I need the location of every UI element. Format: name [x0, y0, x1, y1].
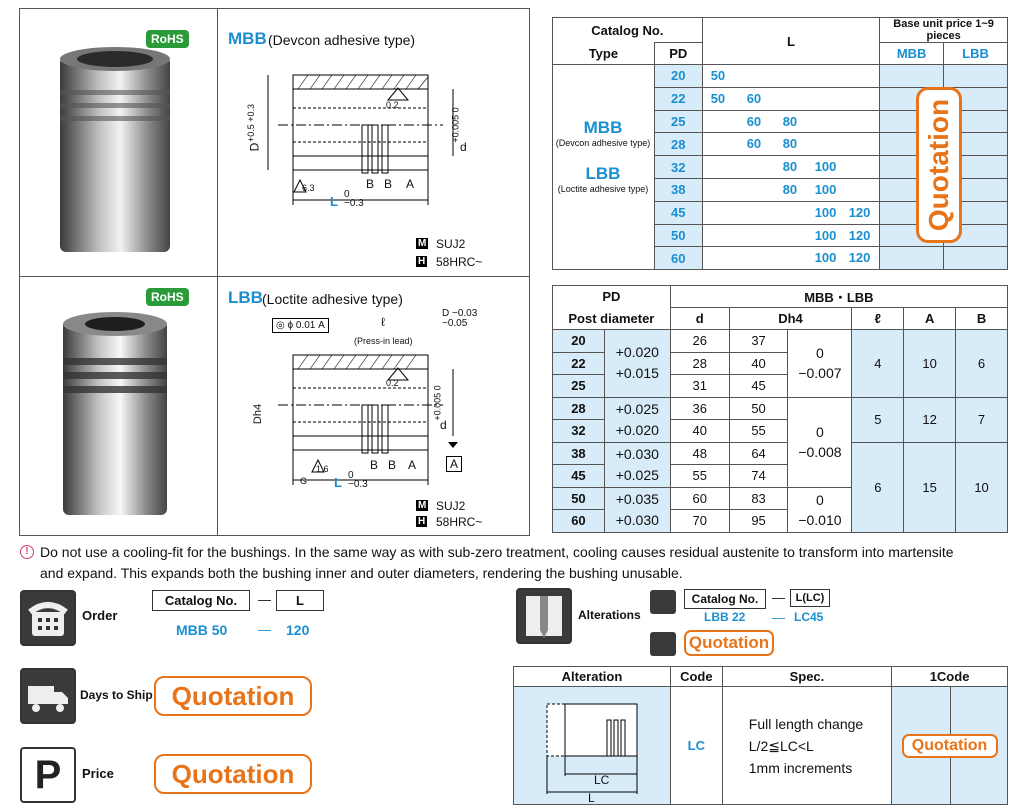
ell-cell: 6	[852, 442, 904, 532]
dimension-table	[552, 285, 1008, 533]
tol-d-value: +0.025	[615, 400, 659, 417]
dimension-row	[553, 442, 1008, 465]
alt-1code-cell	[892, 687, 1008, 805]
l-value: 80	[782, 159, 798, 175]
lbb-mat-M-icon: M	[418, 500, 427, 511]
pd-cell: 25	[553, 375, 605, 398]
mbb-mat-H-icon: H	[418, 256, 426, 267]
l-value: 120	[848, 204, 871, 220]
pd-cell: 25	[654, 110, 702, 133]
price-quotation: Quotation	[154, 754, 312, 794]
days-label: Days to Ship	[80, 688, 153, 702]
l-cell	[702, 65, 880, 88]
Dh4-cell: 37	[729, 330, 788, 353]
mbb-mat-H: 58HRC~	[436, 255, 483, 269]
lbb-desc: (Loctite adhesive type)	[262, 291, 403, 307]
lbb-mat-H: 58HRC~	[436, 515, 483, 529]
lbb-rough-02: 0.2	[386, 378, 399, 388]
d-cell: 40	[670, 420, 729, 443]
alt-lc-label: L(LC)	[790, 589, 830, 607]
th2-d: d	[670, 308, 729, 330]
A-cell: 15	[904, 442, 956, 532]
tol-Dh4-value: −0.007	[798, 365, 842, 382]
alterations-label: Alterations	[578, 608, 641, 622]
pd-cell: 60	[553, 510, 605, 533]
pd-cell: 22	[654, 87, 702, 110]
tol-Dh4-cell	[788, 487, 852, 532]
l-cell	[702, 87, 880, 110]
lbb-mat-M: SUJ2	[436, 499, 466, 513]
alt-ex-lc: LC45	[794, 610, 824, 624]
alt-row-quotation: Quotation	[902, 734, 998, 758]
order-L-label: L	[276, 590, 324, 611]
lbb-dim-d-tol: +0.005 0	[432, 385, 443, 421]
tol-Dh4-value: 0	[816, 424, 824, 440]
order-ex-L: 120	[286, 622, 310, 638]
Dh4-cell: 64	[729, 442, 788, 465]
lbb-dim-Dh4: Dh4	[252, 403, 265, 425]
type-lbb-desc: (Loctite adhesive type)	[557, 184, 649, 194]
th-type: Type	[553, 43, 655, 65]
tol-d-cell	[604, 397, 670, 442]
lbb-dim-L: L	[334, 475, 342, 490]
tol-d-value: +0.030	[615, 445, 659, 462]
d-cell: 28	[670, 352, 729, 375]
A-cell: 10	[904, 330, 956, 398]
th2-pd: PD	[553, 286, 671, 308]
alteration-table	[513, 666, 1008, 805]
l-cell	[702, 178, 880, 201]
pd-cell: 32	[553, 420, 605, 443]
l-value: 100	[814, 227, 837, 243]
panel-divider-h	[19, 276, 530, 277]
lbb-press-in: (Press-in lead)	[354, 336, 413, 346]
tol-Dh4-cell	[788, 397, 852, 487]
Dh4-cell: 95	[729, 510, 788, 533]
l-value: 100	[814, 181, 837, 197]
lbb-G: G	[300, 476, 308, 486]
mbb-bushing-image	[55, 45, 175, 260]
l-cell	[702, 110, 880, 133]
d-cell: 48	[670, 442, 729, 465]
days-quotation: Quotation	[154, 676, 312, 716]
catalog-quotation-badge: Quotation	[916, 87, 962, 243]
l-cell	[702, 133, 880, 156]
th-price: Base unit price 1~9 pieces	[880, 18, 1008, 43]
d-cell: 31	[670, 375, 729, 398]
lbb-dim-A: A	[408, 458, 417, 472]
mbb-dim-D-tol: +0.5 +0.3	[246, 103, 257, 143]
mbb-rohs-badge: RoHS	[146, 30, 189, 48]
tol-d-cell	[604, 442, 670, 487]
note-line-1: Do not use a cooling-fit for the bushings. In the same way as with sub-zero treatment, cooling causes residual austenite to transform into martensite	[40, 544, 954, 560]
th-catalog: Catalog No.	[553, 18, 703, 43]
alt-dim-LC: LC	[594, 773, 610, 787]
B-cell: 6	[956, 330, 1008, 398]
d-cell: 60	[670, 487, 729, 510]
lbb-ell: ℓ	[381, 315, 385, 329]
note-text	[40, 542, 1010, 584]
panel-divider-v	[217, 8, 218, 536]
tol-d-cell	[604, 487, 670, 532]
pd-cell: 45	[553, 465, 605, 488]
l-value: 120	[848, 227, 871, 243]
th2-ell: ℓ	[852, 308, 904, 330]
lbb-code: LBB	[228, 288, 263, 307]
order-label: Order	[82, 608, 118, 623]
pd-cell: 22	[553, 352, 605, 375]
th-L: L	[702, 18, 880, 65]
type-mbb-desc: (Devcon adhesive type)	[555, 138, 651, 148]
lbb-rohs-badge: RoHS	[146, 288, 189, 306]
pd-cell: 38	[553, 442, 605, 465]
drill-icon	[516, 588, 572, 644]
lbb-dim-L-tol: 0 −0.3	[348, 470, 368, 490]
Dh4-cell: 55	[729, 420, 788, 443]
mbb-rough-02: 0.2	[386, 100, 399, 110]
phone-icon	[20, 590, 76, 646]
d-cell: 70	[670, 510, 729, 533]
type-mbb: MBB	[583, 118, 623, 137]
alt-spec-1: Full length change	[748, 715, 864, 732]
price-lbb-cell	[944, 65, 1008, 88]
catalog-row	[553, 65, 1008, 88]
th-lbb: LBB	[944, 43, 1008, 65]
d-cell: 55	[670, 465, 729, 488]
alt-drawing-cell	[514, 687, 671, 805]
tol-d-value: +0.025	[615, 466, 659, 483]
tol-Dh4-cell	[788, 330, 852, 398]
alt-phone-icon	[650, 590, 676, 614]
alt-catalog-label: Catalog No.	[684, 589, 766, 609]
Dh4-cell: 45	[729, 375, 788, 398]
pd-cell: 38	[654, 178, 702, 201]
alt-truck-icon	[650, 632, 676, 656]
Dh4-cell: 83	[729, 487, 788, 510]
tol-Dh4-value: 0	[816, 491, 824, 508]
dimension-row	[553, 330, 1008, 353]
l-value: 120	[848, 250, 871, 266]
pd-cell: 20	[553, 330, 605, 353]
mbb-dim-A: A	[406, 177, 415, 191]
A-cell: 12	[904, 397, 956, 442]
th-mbb: MBB	[880, 43, 944, 65]
th-alteration: Alteration	[514, 667, 671, 687]
l-value: 100	[814, 159, 837, 175]
pd-cell: 60	[654, 247, 702, 270]
alt-drawing	[517, 690, 667, 802]
mbb-dim-L-tol: 0 −0.3	[344, 189, 364, 209]
lbb-datum-A: A	[446, 456, 462, 472]
tol-Dh4-value: −0.010	[798, 511, 842, 528]
pd-cell: 50	[553, 487, 605, 510]
tol-d-cell	[604, 330, 670, 398]
lbb-dim-B2: B	[388, 458, 397, 472]
lbb-bushing-image	[55, 310, 175, 525]
price-mbb-cell	[880, 65, 944, 88]
th2-Dh4: Dh4	[729, 308, 852, 330]
mbb-dim-B2: B	[384, 177, 393, 191]
l-value: 100	[814, 250, 837, 266]
mbb-code: MBB	[228, 29, 267, 48]
mbb-dim-B1: B	[366, 177, 375, 191]
l-value: 60	[746, 90, 762, 106]
l-value: 100	[814, 204, 837, 220]
tol-Dh4-value: 0	[816, 345, 824, 362]
l-value: 50	[710, 90, 726, 106]
tol-d-value: +0.015	[615, 365, 659, 382]
tol-d-value: +0.020	[615, 421, 659, 438]
lbb-mat-H-icon: H	[418, 516, 426, 527]
l-cell	[702, 201, 880, 224]
Dh4-cell: 74	[729, 465, 788, 488]
pd-cell: 28	[553, 397, 605, 420]
mbb-rough-63: 6.3	[302, 183, 315, 193]
bulb-icon: !	[20, 545, 34, 559]
pd-cell: 50	[654, 224, 702, 247]
l-cell	[702, 224, 880, 247]
d-cell: 26	[670, 330, 729, 353]
truck-icon	[20, 668, 76, 724]
alt-ex-catalog: LBB 22	[704, 610, 746, 624]
mbb-mat-M-icon: M	[418, 238, 427, 249]
Dh4-cell: 40	[729, 352, 788, 375]
alt-code: LC	[670, 687, 722, 805]
price-lbb-cell	[944, 247, 1008, 270]
B-cell: 7	[956, 397, 1008, 442]
Dh4-cell: 50	[729, 397, 788, 420]
type-lbb: LBB	[585, 164, 621, 183]
th2-group: MBB・LBB	[670, 286, 1007, 308]
alt-spec-2: L/2≦LC<L	[748, 737, 814, 754]
l-value: 80	[782, 113, 798, 129]
lbb-geo-tol: ◎ ϕ 0.01 A	[272, 318, 329, 333]
l-value: 80	[782, 136, 798, 152]
alt-spec-3: 1mm increments	[748, 759, 853, 776]
note-line-2: and expand. This expands both the bushing inner and outer diameters, rendering the bushing unusable.	[40, 565, 683, 581]
th-spec: Spec.	[722, 667, 891, 687]
mbb-dim-d: d	[460, 140, 467, 154]
l-value: 80	[782, 181, 798, 197]
l-value: 50	[710, 68, 726, 83]
lbb-rough-16: 1.6	[316, 464, 329, 474]
pd-cell: 32	[654, 156, 702, 179]
B-cell: 10	[956, 442, 1008, 532]
price-icon: P	[20, 747, 76, 803]
tol-Dh4-value: −0.008	[798, 444, 842, 460]
mbb-desc: (Devcon adhesive type)	[268, 32, 416, 48]
order-catalog-label: Catalog No.	[152, 590, 250, 611]
lbb-dim-B1: B	[370, 458, 379, 472]
alt-ex-dash: —	[772, 610, 785, 625]
type-cell-content	[553, 118, 653, 194]
order-ex-dash: —	[258, 622, 271, 637]
pd-cell: 20	[654, 65, 702, 88]
th2-A: A	[904, 308, 956, 330]
lbb-dim-d: d	[440, 418, 447, 432]
order-ex-catalog: MBB 50	[176, 622, 228, 638]
price-label: Price	[82, 766, 114, 781]
tol-d-value: +0.035	[615, 490, 659, 507]
ell-cell: 5	[852, 397, 904, 442]
mbb-dim-D: D	[247, 142, 262, 152]
tol-d-value: +0.030	[615, 511, 659, 528]
alt-spec	[722, 687, 891, 805]
alt-dim-L: L	[588, 791, 595, 805]
th-code: Code	[670, 667, 722, 687]
mbb-dim-d-tol: +0.005 0	[450, 107, 461, 143]
tol-d-value: +0.020	[615, 344, 659, 361]
lbb-dim-D-tol: D −0.03 −0.05	[442, 308, 478, 329]
alt-dash: —	[772, 590, 785, 605]
d-cell: 36	[670, 397, 729, 420]
dimension-row	[553, 397, 1008, 420]
l-cell	[702, 247, 880, 270]
th-1code: 1Code	[892, 667, 1008, 687]
th-pd: PD	[654, 43, 702, 65]
pd-cell: 45	[654, 201, 702, 224]
th2-B: B	[956, 308, 1008, 330]
ell-cell: 4	[852, 330, 904, 398]
l-cell	[702, 156, 880, 179]
pd-cell: 28	[654, 133, 702, 156]
alt-quotation: Quotation	[684, 630, 774, 656]
order-dash: —	[258, 592, 271, 607]
l-value: 60	[746, 136, 762, 152]
price-mbb-cell	[880, 247, 944, 270]
mbb-mat-M: SUJ2	[436, 237, 466, 251]
th2-post: Post diameter	[553, 308, 671, 330]
l-value: 60	[746, 113, 762, 129]
mbb-dim-L: L	[330, 194, 338, 209]
